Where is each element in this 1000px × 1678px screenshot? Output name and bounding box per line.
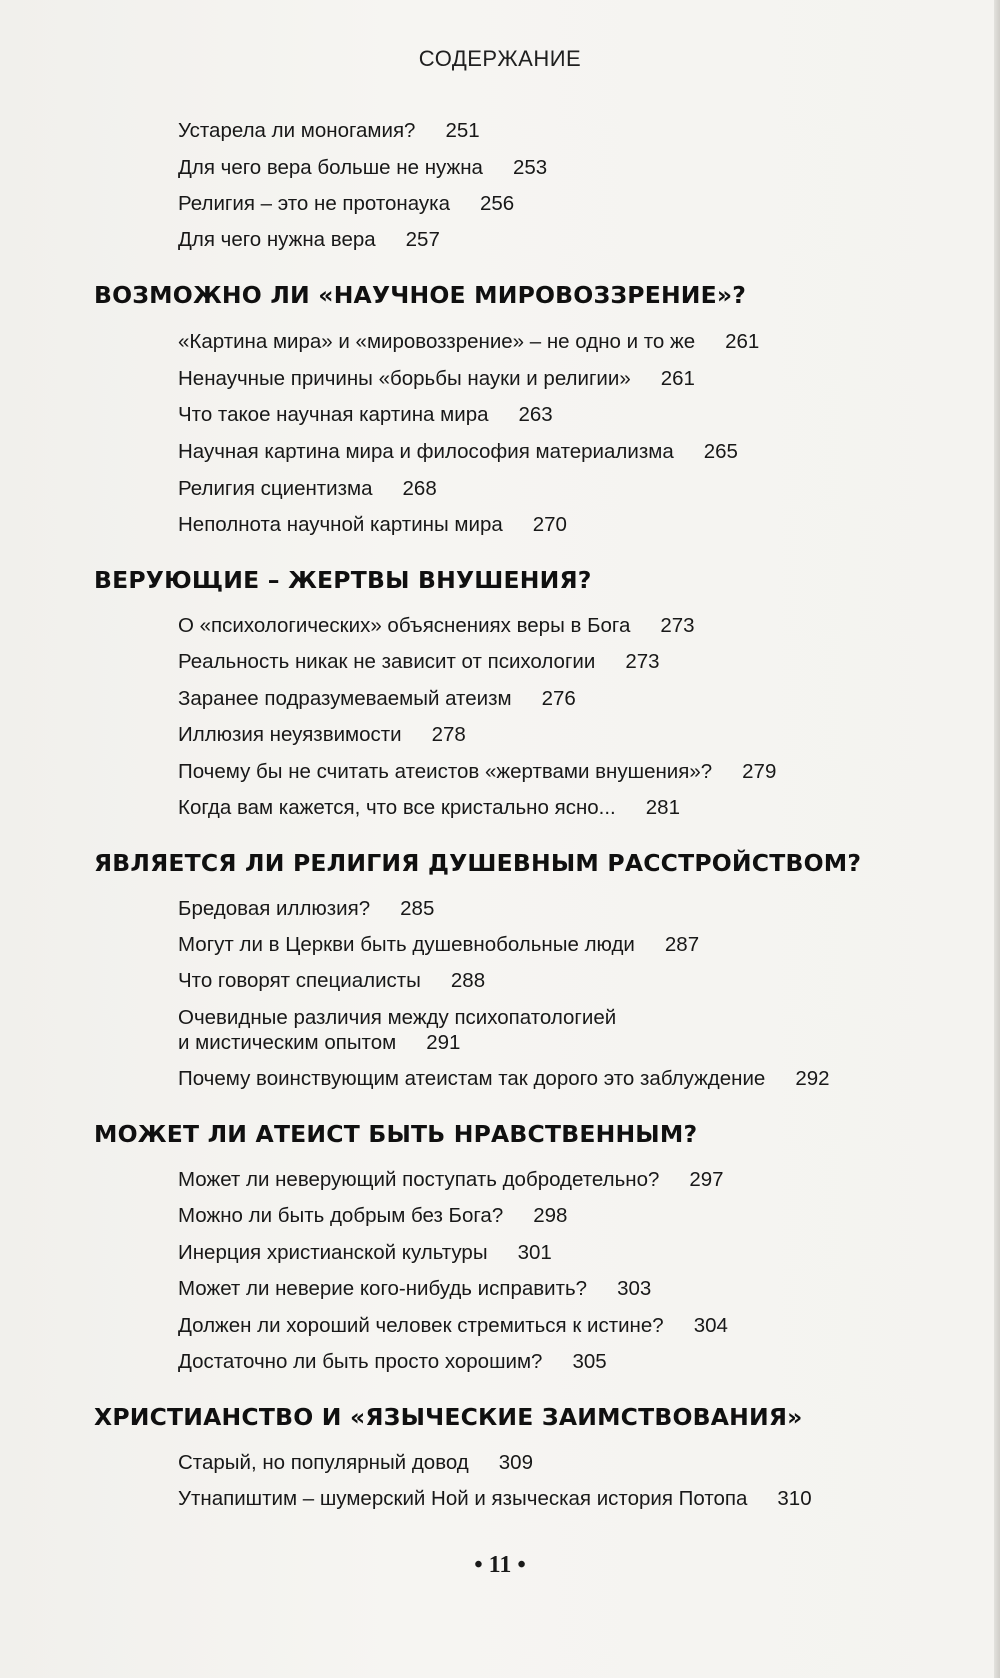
toc-entry (178, 650, 660, 674)
section-heading: ВЕРУЮЩИЕ – ЖЕРТВЫ ВНУШЕНИЯ? (94, 566, 592, 594)
toc-entry-page: 263 (518, 403, 553, 426)
toc-entry-page: 281 (645, 796, 680, 819)
toc-entry (178, 119, 480, 143)
toc-entry-page: 304 (693, 1314, 728, 1337)
toc-entry (178, 933, 699, 957)
toc-entry (178, 330, 759, 354)
toc-entry (178, 1204, 567, 1228)
toc-entry-title-line1: Очевидные различия между психопатологией (178, 1006, 617, 1029)
toc-entry-page: 292 (795, 1067, 830, 1090)
toc-entry-title: Для чего вера больше не нужна (178, 156, 483, 179)
toc-entry-page: 291 (426, 1031, 461, 1054)
toc-entry-page: 305 (572, 1350, 607, 1373)
toc-entry-title: О «психологических» объяснениях веры в Бога (178, 614, 631, 637)
toc-entry (178, 1241, 552, 1265)
toc-entry-page: 301 (517, 1241, 552, 1264)
toc-entry (178, 760, 776, 784)
toc-entry-title: Старый, но популярный довод (178, 1451, 469, 1474)
toc-entry (178, 723, 466, 747)
toc-entry (178, 367, 695, 391)
toc-entry-title: Может ли неверие кого-нибудь исправить? (178, 1277, 588, 1300)
toc-entry-page: 257 (405, 228, 440, 251)
toc-entry-title: Ненаучные причины «борьбы науки и религии» (178, 367, 631, 390)
toc-entry-title: Может ли неверующий поступать добродетельно? (178, 1168, 660, 1191)
toc-entry (178, 1314, 728, 1338)
toc-entry-page: 273 (660, 614, 695, 637)
toc-entry-title: Можно ли быть добрым без Бога? (178, 1204, 504, 1227)
toc-entry-title: Достаточно ли быть просто хорошим? (178, 1350, 543, 1373)
toc-entry-page: 285 (400, 897, 435, 920)
toc-entry-title: Утнапиштим – шумерский Ной и языческая история Потопа (178, 1487, 748, 1510)
page-edge-shadow (994, 0, 1000, 1678)
toc-entry-page: 303 (617, 1277, 652, 1300)
toc-entry (178, 1277, 651, 1301)
toc-entry-title: Почему воинствующим атеистам так дорого это заблуждение (178, 1067, 766, 1090)
toc-entry-page: 265 (703, 440, 738, 463)
toc-entry (178, 897, 434, 921)
toc-entry-page: 256 (480, 192, 515, 215)
toc-entry-title: Неполнота научной картины мира (178, 513, 503, 536)
toc-entry-page: 261 (660, 367, 695, 390)
toc-entry-page: 261 (725, 330, 760, 353)
toc-entry-title: «Картина мира» и «мировоззрение» – не одно и то же (178, 330, 696, 353)
toc-entry-page: 270 (532, 513, 567, 536)
section-heading: ЯВЛЯЕТСЯ ЛИ РЕЛИГИЯ ДУШЕВНЫМ РАССТРОЙСТВОМ? (94, 849, 862, 877)
toc-entry-page: 278 (431, 723, 466, 746)
toc-entry (178, 228, 440, 252)
toc-entry-title: Инерция христианской культуры (178, 1241, 488, 1264)
toc-entry-title: Религия – это не протонаука (178, 192, 450, 215)
toc-entry-page: 310 (777, 1487, 812, 1510)
toc-entry-title: Почему бы не считать атеистов «жертвами внушения»? (178, 760, 713, 783)
toc-entry-page: 298 (533, 1204, 568, 1227)
toc-entry (178, 796, 680, 820)
toc-entry (178, 440, 738, 464)
toc-entry-title: Иллюзия неуязвимости (178, 723, 402, 746)
toc-entry-page: 268 (402, 477, 437, 500)
toc-entry (178, 156, 547, 180)
toc-entry-title: Научная картина мира и философия материализма (178, 440, 674, 463)
page-number: • 11 • (474, 1552, 526, 1578)
toc-entry-title: Для чего нужна вера (178, 228, 376, 251)
toc-entry-title: Устарела ли моногамия? (178, 119, 416, 142)
toc-entry (178, 403, 553, 427)
toc-entry-page: 297 (689, 1168, 724, 1191)
toc-entry (178, 1350, 607, 1374)
toc-entry (178, 1005, 616, 1055)
toc-entry (178, 614, 695, 638)
toc-entry-title: Реальность никак не зависит от психологии (178, 650, 596, 673)
toc-entry-page: 279 (742, 760, 777, 783)
toc-entry-title: Должен ли хороший человек стремиться к истине? (178, 1314, 664, 1337)
toc-entry-title: Религия сциентизма (178, 477, 373, 500)
toc-entry-page: 288 (450, 969, 486, 992)
toc-entry-page: 287 (664, 933, 700, 956)
toc-entry-title: Могут ли в Церкви быть душевнобольные люди (178, 933, 635, 956)
toc-entry-title: Что такое научная картина мира (178, 403, 489, 426)
section-heading: ХРИСТИАНСТВО И «ЯЗЫЧЕСКИЕ ЗАИМСТВОВАНИЯ» (94, 1403, 803, 1431)
section-heading: ВОЗМОЖНО ЛИ «НАУЧНОЕ МИРОВОЗЗРЕНИЕ»? (94, 281, 747, 309)
toc-entry (178, 1451, 533, 1475)
toc-entry-title: Заранее подразумеваемый атеизм (178, 687, 512, 710)
toc-entry (178, 192, 514, 216)
toc-entry (178, 1168, 724, 1192)
toc-entry (178, 513, 567, 537)
toc-entry (178, 969, 485, 993)
section-heading: МОЖЕТ ЛИ АТЕИСТ БЫТЬ НРАВСТВЕННЫМ? (94, 1120, 698, 1148)
toc-entry (178, 687, 576, 711)
toc-entry-title: Когда вам кажется, что все кристально ясно... (178, 796, 616, 819)
toc-entry-page: 276 (541, 687, 576, 710)
toc-entry-title: и мистическим опытом (178, 1031, 397, 1054)
toc-entry-title: Бредовая иллюзия? (178, 897, 371, 920)
toc-entry-page: 251 (445, 119, 480, 142)
toc-entry (178, 477, 437, 501)
toc-entry-page: 273 (625, 650, 660, 673)
running-title: СОДЕРЖАНИЕ (418, 46, 582, 71)
toc-entry (178, 1067, 830, 1091)
toc-entry-page: 309 (498, 1451, 533, 1474)
toc-entry-page: 253 (512, 156, 548, 179)
toc-entry (178, 1487, 812, 1511)
toc-entry-title: Что говорят специалисты (178, 969, 421, 992)
